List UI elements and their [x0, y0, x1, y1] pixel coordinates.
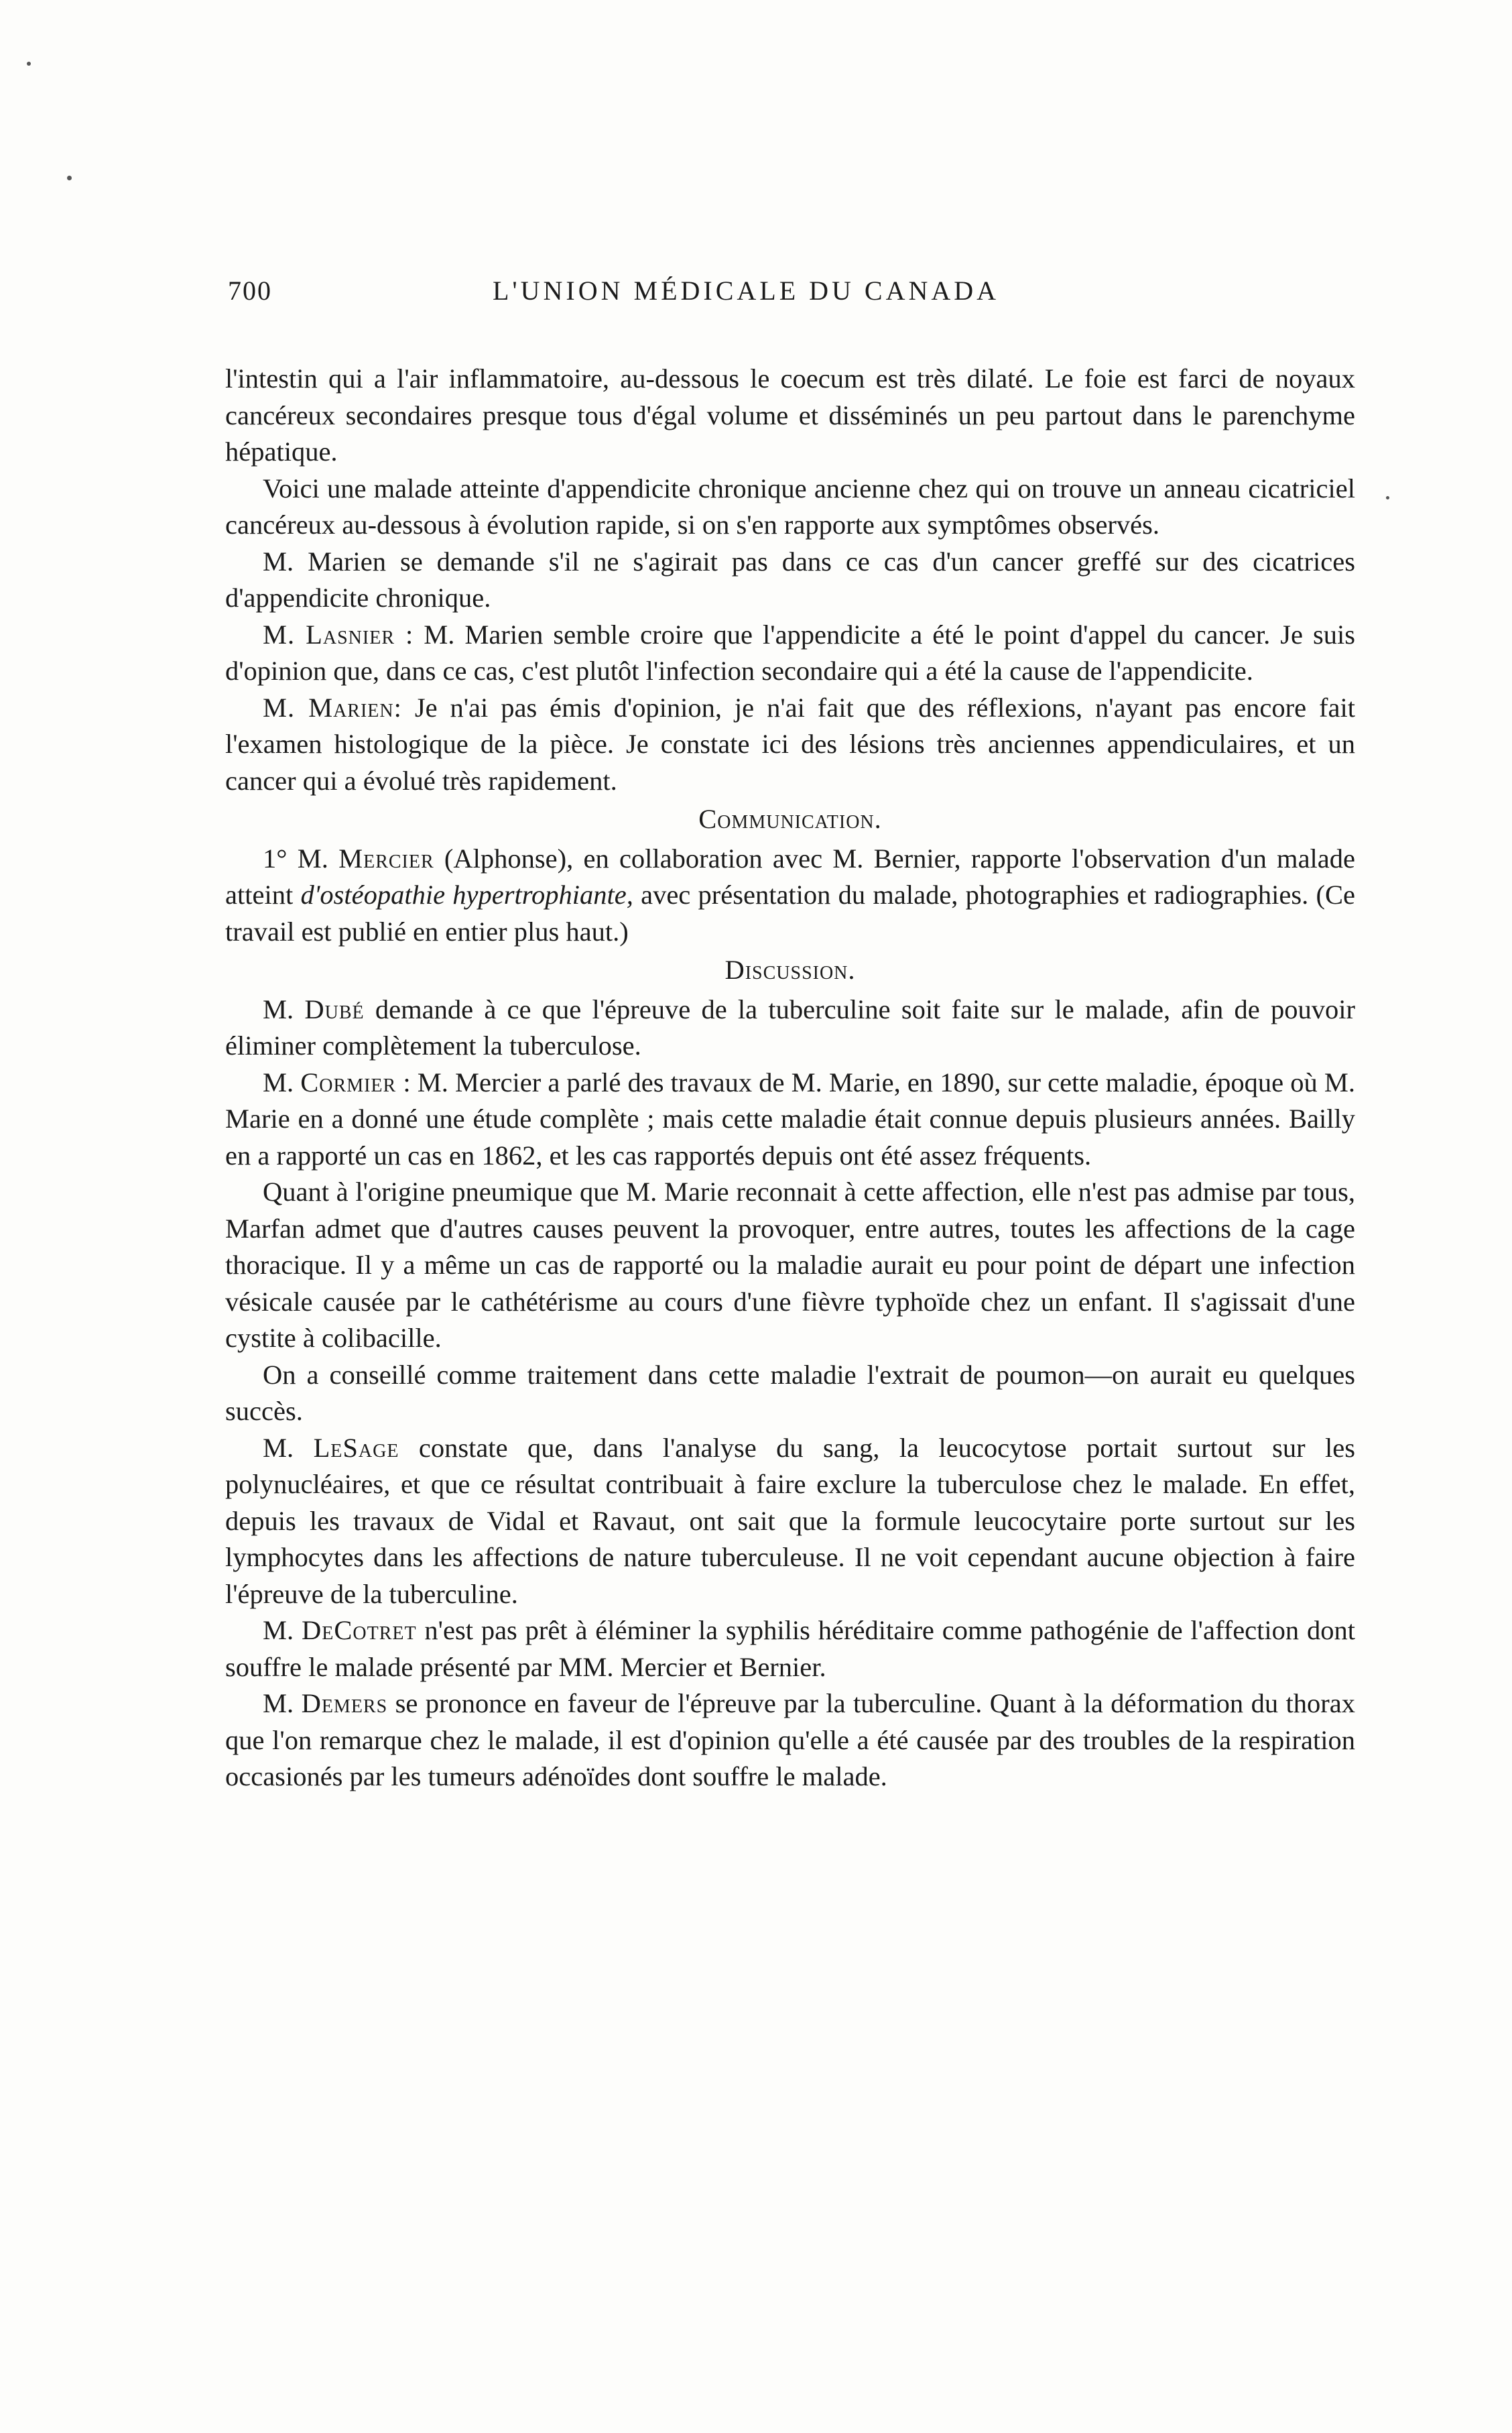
paragraph: Voici une malade atteinte d'appendicite chronique ancienne chez qui on trouve un anneau cicatriciel cancéreux au-dessous à évolution rapide, si on s'en rapporte aux symptômes observés. — [225, 473, 1355, 540]
section-heading-discussion: Discussion. — [724, 955, 856, 985]
speaker-name: M. Lasnier : — [263, 619, 414, 650]
paragraph: l'intestin qui a l'air inflammatoire, au-dessous le coecum est très dilaté. Le foie est farci de noyaux cancéreux secondaires presque tous d'égal volume et disséminés un peu partout dans le parenchyme hépatique. — [225, 363, 1355, 467]
paragraph-text: M. — [263, 1067, 301, 1097]
paragraph-text: M. — [263, 1688, 302, 1718]
paragraph — [225, 1430, 1355, 1613]
paragraph — [225, 690, 1355, 800]
paragraph — [225, 841, 1355, 951]
paragraph — [225, 617, 1355, 690]
paragraph-text: M. — [263, 1615, 302, 1645]
speaker-name: LeSage — [313, 1432, 399, 1463]
speaker-name: Dubé — [304, 994, 365, 1024]
speaker-name: Demers — [301, 1688, 388, 1718]
paragraph-text: M. — [263, 994, 305, 1024]
speaker-name: M. Marien: — [263, 692, 402, 723]
paragraph-text: avec présentation du malade, photographies et radiographies. (Ce travail est publié en entier plus haut.) — [225, 880, 1355, 947]
paragraph-text: demande à ce que l'épreuve de la tuberculine soit faite sur le malade, afin de pouvoir éliminer complètement la tuberculose. — [225, 994, 1355, 1061]
paragraph-text: M. Marien semble croire que l'appendicite a été le point d'appel du cancer. Je suis d'opinion que, dans ce cas, c'est plutôt l'infection secondaire qui a été la cause de l'appendicite. — [225, 619, 1355, 686]
paragraph-text: constate que, dans l'analyse du sang, la leucocytose portait surtout sur les polynucléaires, et que ce résultat contribuait à faire exclure la tuberculose chez le malade. En effet, depuis les travaux de Vidal et Ravaut, ont sait que la formule leucocytaire porte surtout sur les lymphocytes dans les affections de nature tuberculeuse. Il ne voit cependant aucune objection à faire l'épreuve de la tuberculine. — [225, 1432, 1355, 1609]
paragraph-text: 1° M. — [263, 843, 339, 874]
paragraph-text: (Alphonse), en collaboration avec M. Bernier, rapporte l'observation d'un malade atteint — [225, 843, 1355, 910]
paragraph: M. Marien se demande s'il ne s'agirait pas dans ce cas d'un cancer greffé sur des cicatrices d'appendicite chronique. — [225, 546, 1355, 613]
paragraph — [225, 1685, 1355, 1795]
paragraph-text: Je n'ai pas émis d'opinion, je n'ai fait que des réflexions, n'ayant pas encore fait l'examen histologique de la pièce. Je constate ici des lésions très anciennes appendiculaires, et un cancer qui a évolué très rapidement. — [225, 692, 1355, 796]
italic-term: d'ostéopathie hypertrophiante, — [300, 880, 633, 910]
paragraph: On a conseillé comme traitement dans cette maladie l'extrait de poumon—on aurait eu quelques succès. — [225, 1359, 1355, 1426]
paragraph-text: : M. Mercier a parlé des travaux de M. Marie, en 1890, sur cette maladie, époque où M. Marie en a donné une étude complète ; mais cette maladie était connue depuis plusieurs années. Bailly en a rapporté un cas en 1862, et les cas rapportés depuis ont été assez fréquents. — [225, 1067, 1355, 1171]
paragraph — [225, 1612, 1355, 1685]
section-heading-communication: Communication. — [698, 804, 882, 834]
paragraph — [225, 1065, 1355, 1175]
paragraph-text: se prononce en faveur de l'épreuve par la tuberculine. Quant à la déformation du thorax que l'on remarque chez le malade, il est d'opinion qu'elle a été causée par des troubles de la respiration occasionés par les tumeurs adénoïdes dont souffre le malade. — [225, 1688, 1355, 1791]
speaker-name: DeCotret — [302, 1615, 417, 1645]
paragraph-text: M. — [263, 1432, 314, 1463]
speaker-name: Mercier — [338, 843, 434, 874]
body-text — [225, 361, 1355, 1795]
running-head — [228, 275, 1354, 315]
paragraph: Quant à l'origine pneumique que M. Marie reconnait à cette affection, elle n'est pas admise par tous, Marfan admet que d'autres causes peuvent la provoquer, entre autres, toutes les affections de la cage thoracique. Il y a même un cas de rapporté ou la maladie aurait eu pour point de départ une infection vésicale causée par le cathétérisme au cours d'une fièvre typhoïde chez un enfant. Il s'agissait d'une cystite à colibacille. — [225, 1177, 1355, 1353]
paragraph — [225, 992, 1355, 1065]
journal-title: L'UNION MÉDICALE DU CANADA — [493, 276, 1000, 306]
speaker-name: Cormier — [300, 1067, 397, 1097]
paragraph-text: n'est pas prêt à éléminer la syphilis héréditaire comme pathogénie de l'affection dont souffre le malade présenté par MM. Mercier et Bernier. — [225, 1615, 1355, 1682]
page-number: 700 — [228, 276, 272, 306]
